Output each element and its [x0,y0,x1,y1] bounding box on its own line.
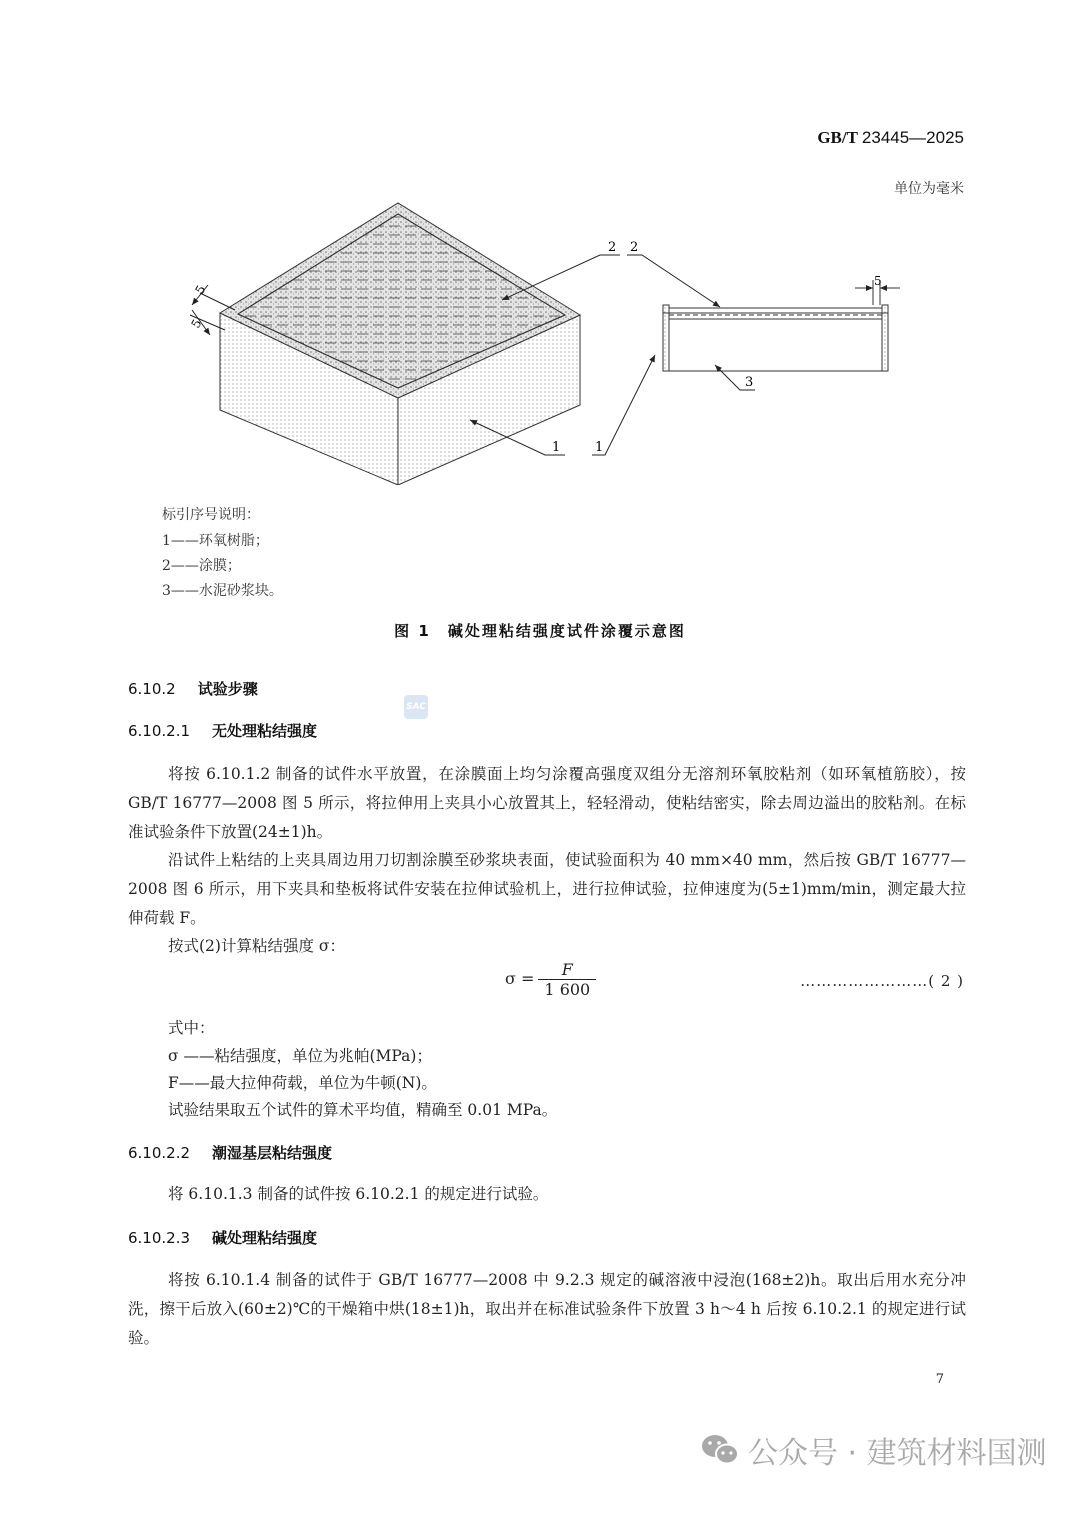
legend-item: 2——涂膜； [162,558,241,574]
paragraph: 按式(2)计算粘结强度 σ： [168,937,345,955]
dim-label: 5 [874,274,882,288]
dim-label: 5 [192,282,209,297]
where-item: σ ——粘结强度，单位为兆帕(MPa)； [168,1047,432,1065]
section-heading: 6.10.2.3 碱处理粘结强度 [128,1229,318,1247]
callout-1: 1 [595,440,604,455]
where-label: 式中： [168,1019,215,1037]
paragraph: 将按 6.10.1.2 制备的试件水平放置，在涂膜面上均匀涂覆高强度双组分无溶剂环氧胶粘剂（如环氧植筋胶），按 GB/T 16777—2008 图 5 所示，将拉伸用上夹具小心放置其上，轻轻滑动，使粘结密实，除去周边溢出的胶粘剂。在标准试验条件下放置(24±1)h。 [128,765,966,841]
cross-section [663,280,900,371]
callout-1: 1 [552,440,561,455]
section-heading: 6.10.2 试验步骤 [128,680,258,698]
legend-title: 标引序号说明： [162,507,260,523]
isometric-specimen [220,203,580,485]
legend-item: 3——水泥砂浆块。 [162,583,283,599]
callout-2: 2 [608,240,617,255]
dim-label: 5 [188,316,205,331]
paragraph: 沿试件上粘结的上夹具周边用刀切割涂膜至砂浆块表面，使试验面积为 40 mm×40 mm，然后按 GB/T 16777—2008 图 6 所示，用下夹具和垫板将试件安装在拉伸试验机上，进行拉伸试验，拉伸速度为(5±1)mm/min，测定最大拉伸荷载 F。 [128,851,966,927]
section-heading: 6.10.2.1 无处理粘结强度 [128,722,318,740]
wechat-icon [700,1433,740,1467]
figure-caption: 图 1 碱处理粘结强度试件涂覆示意图 [394,622,686,640]
standard-code: GB/T 23445—2025 [817,128,964,147]
unit-note: 单位为毫米 [894,181,964,197]
result-note: 试验结果取五个试件的算术平均值，精确至 0.01 MPa。 [168,1101,558,1119]
section-heading: 6.10.2.2 潮湿基层粘结强度 [128,1144,333,1162]
page-number: 7 [935,1372,944,1387]
legend-item: 1——环氧树脂； [162,533,269,549]
paragraph: 将按 6.10.1.4 制备的试件于 GB/T 16777—2008 中 9.2.3 规定的碱溶液中浸泡(168±2)h。取出后用水充分冲洗，擦干后放入(60±2)℃的干燥箱中烘(18±1)h，取出并在标准试验条件下放置 3 h～4 h 后按 6.10.2.1 的规定进行试验。 [128,1271,966,1347]
callout-2: 2 [630,240,639,255]
sac-logo: SAC [404,695,428,719]
callout-3: 3 [745,375,754,390]
figure-1-diagram [180,195,920,485]
paragraph: 将 6.10.1.3 制备的试件按 6.10.2.1 的规定进行试验。 [168,1185,549,1203]
footer-watermark: 公众号 · 建筑材料国测 [700,1428,1047,1472]
formula-2: σ = $\frac{F}{1 600}$ [505,960,596,999]
equation-number: ……………………( 2 ) [800,972,964,990]
where-item: F——最大拉伸荷载，单位为牛顿(N)。 [168,1074,437,1092]
